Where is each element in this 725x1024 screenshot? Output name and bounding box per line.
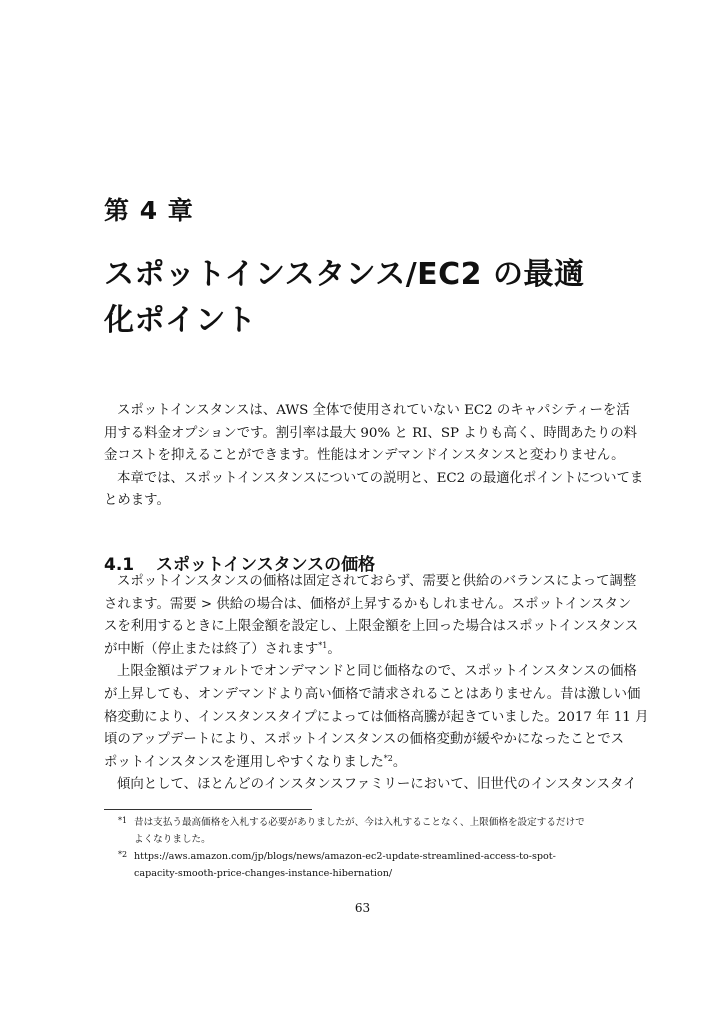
section-line: スを利用するときに上限金額を設定し、上限金額を上回った場合はスポットインスタンス [104,619,639,635]
section-line: されます。需要 > 供給の場合は、価格が上昇するかもしれません。スポットインスタン [104,596,632,612]
sentence-end: 。 [327,641,341,657]
footnote-mark: *2 [118,850,128,859]
footnote-ref-2[interactable]: *2 [383,753,393,763]
intro-paragraphs [104,400,644,513]
section-line-text: が中断（停止または終了）されます [104,641,319,657]
footnote-mark: *1 [118,816,128,825]
footnote-link[interactable]: https://aws.amazon.com/jp/blogs/news/amazon-ec2-update-streamlined-access-to-spot- [134,851,556,862]
chapter-title-line: スポットインスタンス/EC2 の最適 [104,257,585,292]
footnote-line: 昔は支払う最高価格を入札する必要がありましたが、今は入札することなく、上限価格を設定するだけで [134,817,585,828]
section-line: 格変動により、インスタンスタイプによっては価格高騰が起きていました。2017 年 11 月 [104,709,649,725]
section-line: 傾向として、ほとんどのインスタンスファミリーにおいて、旧世代のインスタンスタイ [117,777,637,793]
chapter-label: 第 4 章 [104,196,194,225]
section-title: スポットインスタンスの価格 [156,555,376,576]
footnote-1 [104,814,624,848]
footnote-link[interactable]: capacity-smooth-price-changes-instance-hibernation/ [134,868,393,879]
section-line: 頃のアップデートにより、スポットインスタンスの価格変動が緩やかになったことでス [104,732,624,748]
page-number: 63 [354,901,371,915]
chapter-title-line: 化ポイント [104,303,257,338]
sentence-end: 。 [392,754,407,770]
section-number: 4.1 [104,555,135,576]
footnote-rule [104,809,312,810]
section-line [104,639,624,662]
section-paragraphs [104,571,649,797]
footnote-2 [104,848,624,882]
intro-line: とめます。 [104,493,170,509]
footnotes [104,814,624,882]
intro-line: スポットインスタンスは、AWS 全体で使用されていない EC2 のキャパシティーを活 [117,403,630,418]
intro-line: 用する料金オプションです。割引率は最大 90% と RI、SP よりも高く、時間あたりの料 [104,425,638,441]
chapter-title [104,252,624,344]
section-line-text: ポットインスタンスを運用しやすくなりました [104,754,384,770]
footnote-line: よくなりました。 [134,834,211,845]
section-line: 上限金額はデフォルトでオンデマンドと同じ価格なので、スポットインスタンスの価格 [117,664,637,680]
section-line: スポットインスタンスの価格は固定されておらず、需要と供給のバランスによって調整 [117,574,637,589]
section-line [104,752,624,775]
intro-line: 金コストを抑えることができます。性能はオンデマンドインスタンスと変わりません。 [104,448,625,464]
intro-line: 本章では、スポットインスタンスについての説明と、EC2 の最適化ポイントについてま [117,470,644,486]
section-line: が上昇しても、オンデマンドより高い価格で請求されることはありません。昔は激しい価 [104,686,641,702]
footnote-ref-1[interactable]: *1 [318,640,328,650]
